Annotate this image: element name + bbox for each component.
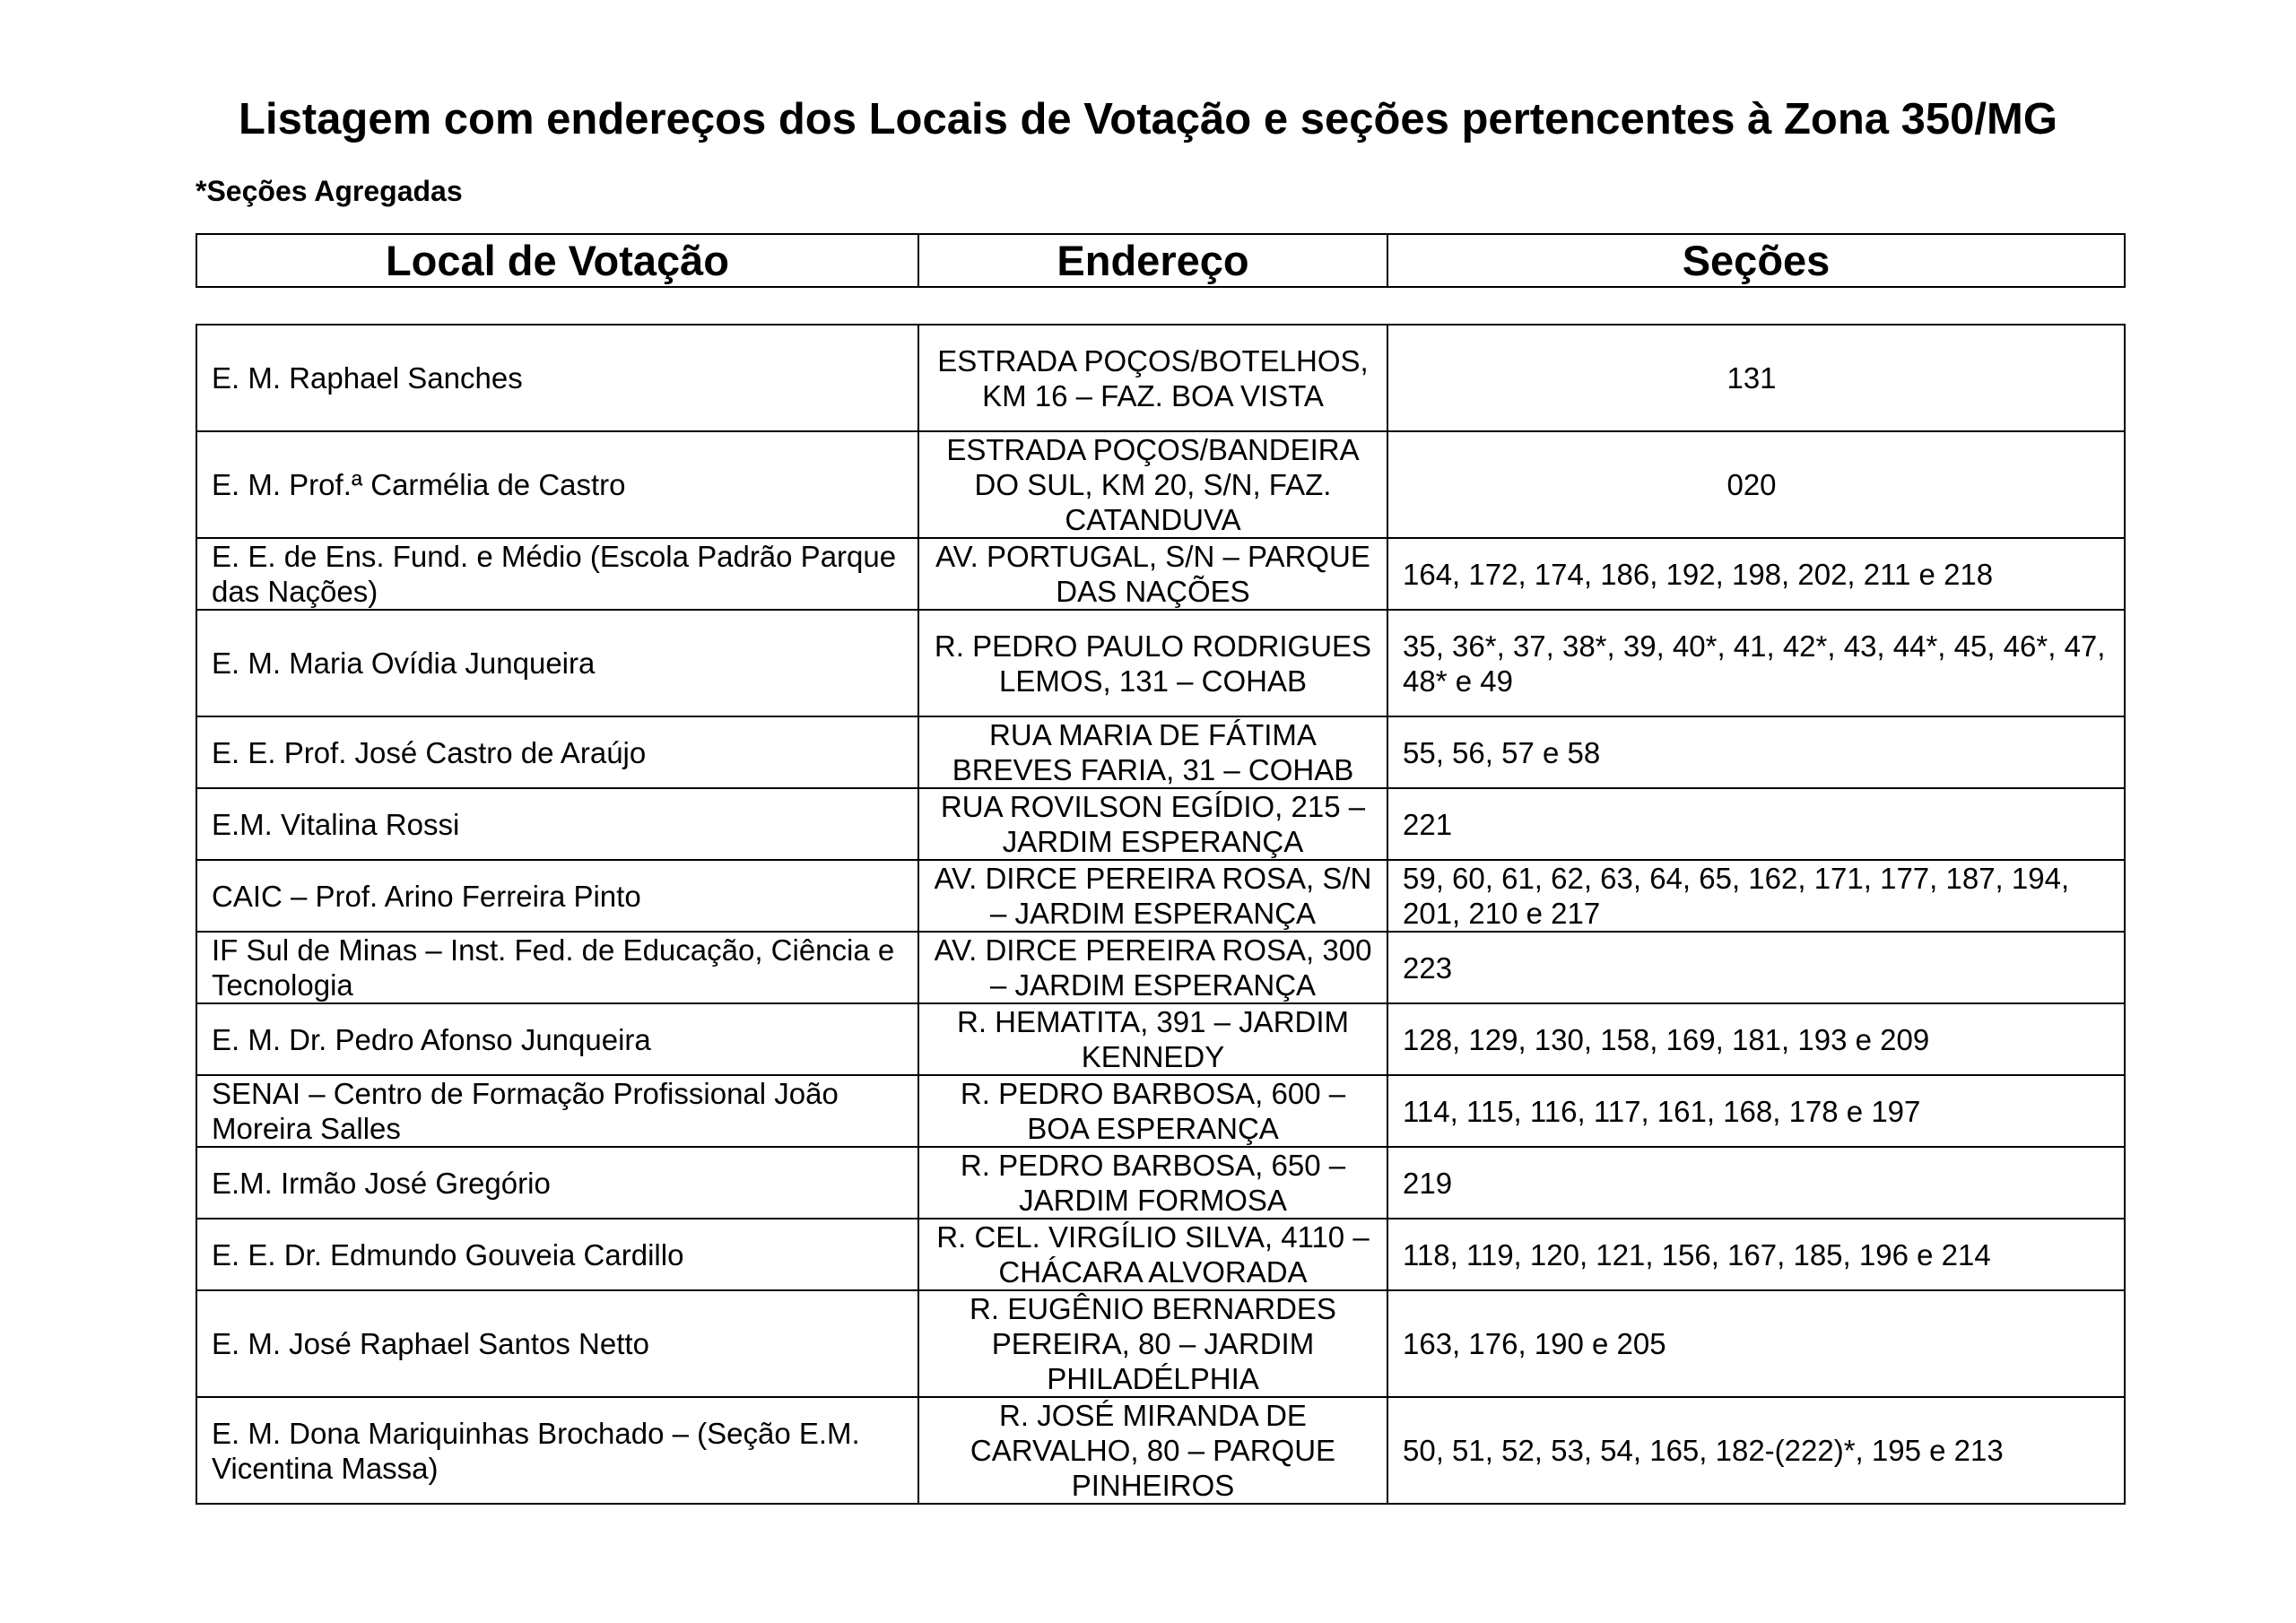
table-row [196, 1397, 2125, 1504]
table-row [196, 610, 2125, 716]
voting-location-address: AV. DIRCE PEREIRA ROSA, S/N – JARDIM ESPERANÇA [918, 860, 1387, 932]
table-row [196, 325, 2125, 431]
voting-location-address: RUA ROVILSON EGÍDIO, 215 – JARDIM ESPERANÇA [918, 788, 1387, 860]
voting-location-name: E. M. Maria Ovídia Junqueira [196, 610, 918, 716]
table-row [196, 1219, 2125, 1290]
table-row [196, 1075, 2125, 1147]
voting-location-sections: 59, 60, 61, 62, 63, 64, 65, 162, 171, 177, 187, 194, 201, 210 e 217 [1387, 860, 2125, 932]
voting-location-sections: 50, 51, 52, 53, 54, 165, 182-(222)*, 195 e 213 [1387, 1397, 2125, 1504]
aggregated-sections-note: *Seções Agregadas [196, 175, 463, 207]
column-header-local: Local de Votação [196, 234, 918, 287]
voting-location-name: E. E. Dr. Edmundo Gouveia Cardillo [196, 1219, 918, 1290]
voting-location-name: E. M. Dona Mariquinhas Brochado – (Seção E.M. Vicentina Massa) [196, 1397, 918, 1504]
table-row [196, 431, 2125, 538]
voting-location-sections: 164, 172, 174, 186, 192, 198, 202, 211 e 218 [1387, 538, 2125, 610]
voting-location-address: R. JOSÉ MIRANDA DE CARVALHO, 80 – PARQUE PINHEIROS [918, 1397, 1387, 1504]
voting-location-sections: 131 [1387, 325, 2125, 431]
voting-location-address: R. PEDRO BARBOSA, 600 – BOA ESPERANÇA [918, 1075, 1387, 1147]
voting-location-address: AV. DIRCE PEREIRA ROSA, 300 – JARDIM ESPERANÇA [918, 932, 1387, 1003]
table-row [196, 1290, 2125, 1397]
voting-location-name: E. E. de Ens. Fund. e Médio (Escola Padrão Parque das Nações) [196, 538, 918, 610]
voting-location-address: RUA MARIA DE FÁTIMA BREVES FARIA, 31 – COHAB [918, 716, 1387, 788]
table-row [196, 538, 2125, 610]
table-row [196, 1147, 2125, 1219]
voting-location-sections: 114, 115, 116, 117, 161, 168, 178 e 197 [1387, 1075, 2125, 1147]
voting-location-sections: 55, 56, 57 e 58 [1387, 716, 2125, 788]
voting-location-sections: 219 [1387, 1147, 2125, 1219]
voting-location-address: R. EUGÊNIO BERNARDES PEREIRA, 80 – JARDIM PHILADÉLPHIA [918, 1290, 1387, 1397]
table-row [196, 860, 2125, 932]
voting-location-address: R. HEMATITA, 391 – JARDIM KENNEDY [918, 1003, 1387, 1075]
voting-location-address: AV. PORTUGAL, S/N – PARQUE DAS NAÇÕES [918, 538, 1387, 610]
voting-location-name: IF Sul de Minas – Inst. Fed. de Educação, Ciência e Tecnologia [196, 932, 918, 1003]
voting-location-name: E. M. Raphael Sanches [196, 325, 918, 431]
voting-location-name: E. M. José Raphael Santos Netto [196, 1290, 918, 1397]
column-header-address: Endereço [918, 234, 1387, 287]
voting-location-name: E.M. Irmão José Gregório [196, 1147, 918, 1219]
table-row [196, 932, 2125, 1003]
voting-location-sections: 128, 129, 130, 158, 169, 181, 193 e 209 [1387, 1003, 2125, 1075]
table-row [196, 788, 2125, 860]
voting-location-name: E.M. Vitalina Rossi [196, 788, 918, 860]
column-header-sections: Seções [1387, 234, 2125, 287]
voting-location-sections: 35, 36*, 37, 38*, 39, 40*, 41, 42*, 43, 44*, 45, 46*, 47, 48* e 49 [1387, 610, 2125, 716]
voting-locations-table [196, 324, 2126, 1505]
voting-location-name: E. E. Prof. José Castro de Araújo [196, 716, 918, 788]
voting-location-address: R. PEDRO BARBOSA, 650 – JARDIM FORMOSA [918, 1147, 1387, 1219]
voting-location-address: R. PEDRO PAULO RODRIGUES LEMOS, 131 – COHAB [918, 610, 1387, 716]
table-header [196, 233, 2126, 288]
voting-location-name: CAIC – Prof. Arino Ferreira Pinto [196, 860, 918, 932]
voting-location-address: ESTRADA POÇOS/BANDEIRA DO SUL, KM 20, S/N, FAZ. CATANDUVA [918, 431, 1387, 538]
voting-location-name: E. M. Prof.ª Carmélia de Castro [196, 431, 918, 538]
voting-location-name: E. M. Dr. Pedro Afonso Junqueira [196, 1003, 918, 1075]
header-row [196, 234, 2125, 287]
voting-location-name: SENAI – Centro de Formação Profissional João Moreira Salles [196, 1075, 918, 1147]
voting-location-sections: 223 [1387, 932, 2125, 1003]
voting-location-address: R. CEL. VIRGÍLIO SILVA, 4110 – CHÁCARA ALVORADA [918, 1219, 1387, 1290]
table-row [196, 716, 2125, 788]
voting-location-address: ESTRADA POÇOS/BOTELHOS, KM 16 – FAZ. BOA VISTA [918, 325, 1387, 431]
page-title: Listagem com endereços dos Locais de Votação e seções pertencentes à Zona 350/MG [239, 95, 2057, 143]
voting-location-sections: 163, 176, 190 e 205 [1387, 1290, 2125, 1397]
table-row [196, 1003, 2125, 1075]
voting-location-sections: 020 [1387, 431, 2125, 538]
voting-location-sections: 118, 119, 120, 121, 156, 167, 185, 196 e 214 [1387, 1219, 2125, 1290]
voting-location-sections: 221 [1387, 788, 2125, 860]
